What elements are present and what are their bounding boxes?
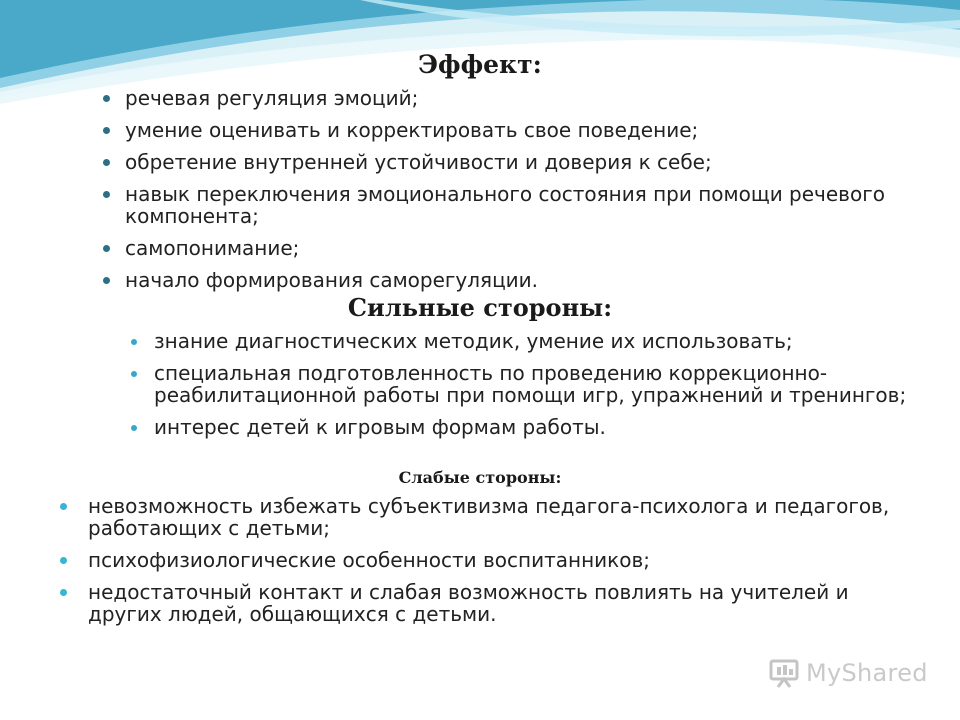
bullet-icon (103, 159, 110, 166)
bullet-icon (60, 589, 67, 596)
weakness-item-text: психофизиологические особенности воспитанников; (88, 548, 650, 572)
list-item (125, 151, 905, 173)
strengths-title: Сильные стороны: (347, 293, 613, 322)
effect-item-text: обретение внутренней устойчивости и доверия к себе; (125, 150, 712, 174)
list-item (88, 549, 918, 571)
strength-item-text: интерес детей к игровым формам работы. (154, 415, 606, 439)
weakness-item-text: недостаточный контакт и слабая возможность повлиять на учителей и других людей, общающихся с детьми. (88, 580, 849, 626)
effect-item-text: умение оценивать и корректировать свое поведение; (125, 118, 699, 142)
list-item (125, 87, 905, 109)
effect-item-text: самопонимание; (125, 236, 300, 260)
list-item (88, 581, 918, 625)
bullet-icon (103, 127, 110, 134)
effect-item-text: начало формирования саморегуляции. (125, 268, 539, 292)
list-item (125, 269, 905, 291)
list-item (154, 330, 914, 352)
bullet-icon (103, 277, 110, 284)
bullet-icon (103, 191, 110, 198)
strength-item-text: знание диагностических методик, умение их использовать; (154, 329, 793, 353)
effect-item-text: навык переключения эмоционального состояния при помощи речевого компонента; (125, 182, 885, 228)
weaknesses-title: Слабые стороны: (398, 468, 562, 487)
watermark (768, 657, 928, 689)
bullet-icon (60, 557, 67, 564)
bullet-icon (60, 503, 67, 510)
strength-item-text: специальная подготовленность по проведению коррекционно-реабилитационной работы при помощи игр, упражнений и тренингов; (154, 361, 907, 407)
effect-list (125, 87, 905, 301)
weaknesses-list (88, 495, 918, 635)
bullet-icon (131, 339, 137, 345)
effect-title: Эффект: (418, 50, 542, 79)
list-item (125, 119, 905, 141)
list-item (154, 416, 914, 438)
bullet-icon (131, 371, 137, 377)
list-item (154, 362, 914, 406)
list-item (125, 183, 905, 227)
strengths-list (154, 330, 914, 448)
list-item (125, 237, 905, 259)
bullet-icon (131, 425, 137, 431)
list-item (88, 495, 918, 539)
effect-item-text: речевая регуляция эмоций; (125, 86, 419, 110)
bullet-icon (103, 95, 110, 102)
watermark-text: MyShared (806, 659, 928, 687)
bullet-icon (103, 245, 110, 252)
presentation-board-icon (768, 657, 800, 689)
weakness-item-text: невозможность избежать субъективизма педагога-психолога и педагогов, работающих с детьми; (88, 494, 890, 540)
